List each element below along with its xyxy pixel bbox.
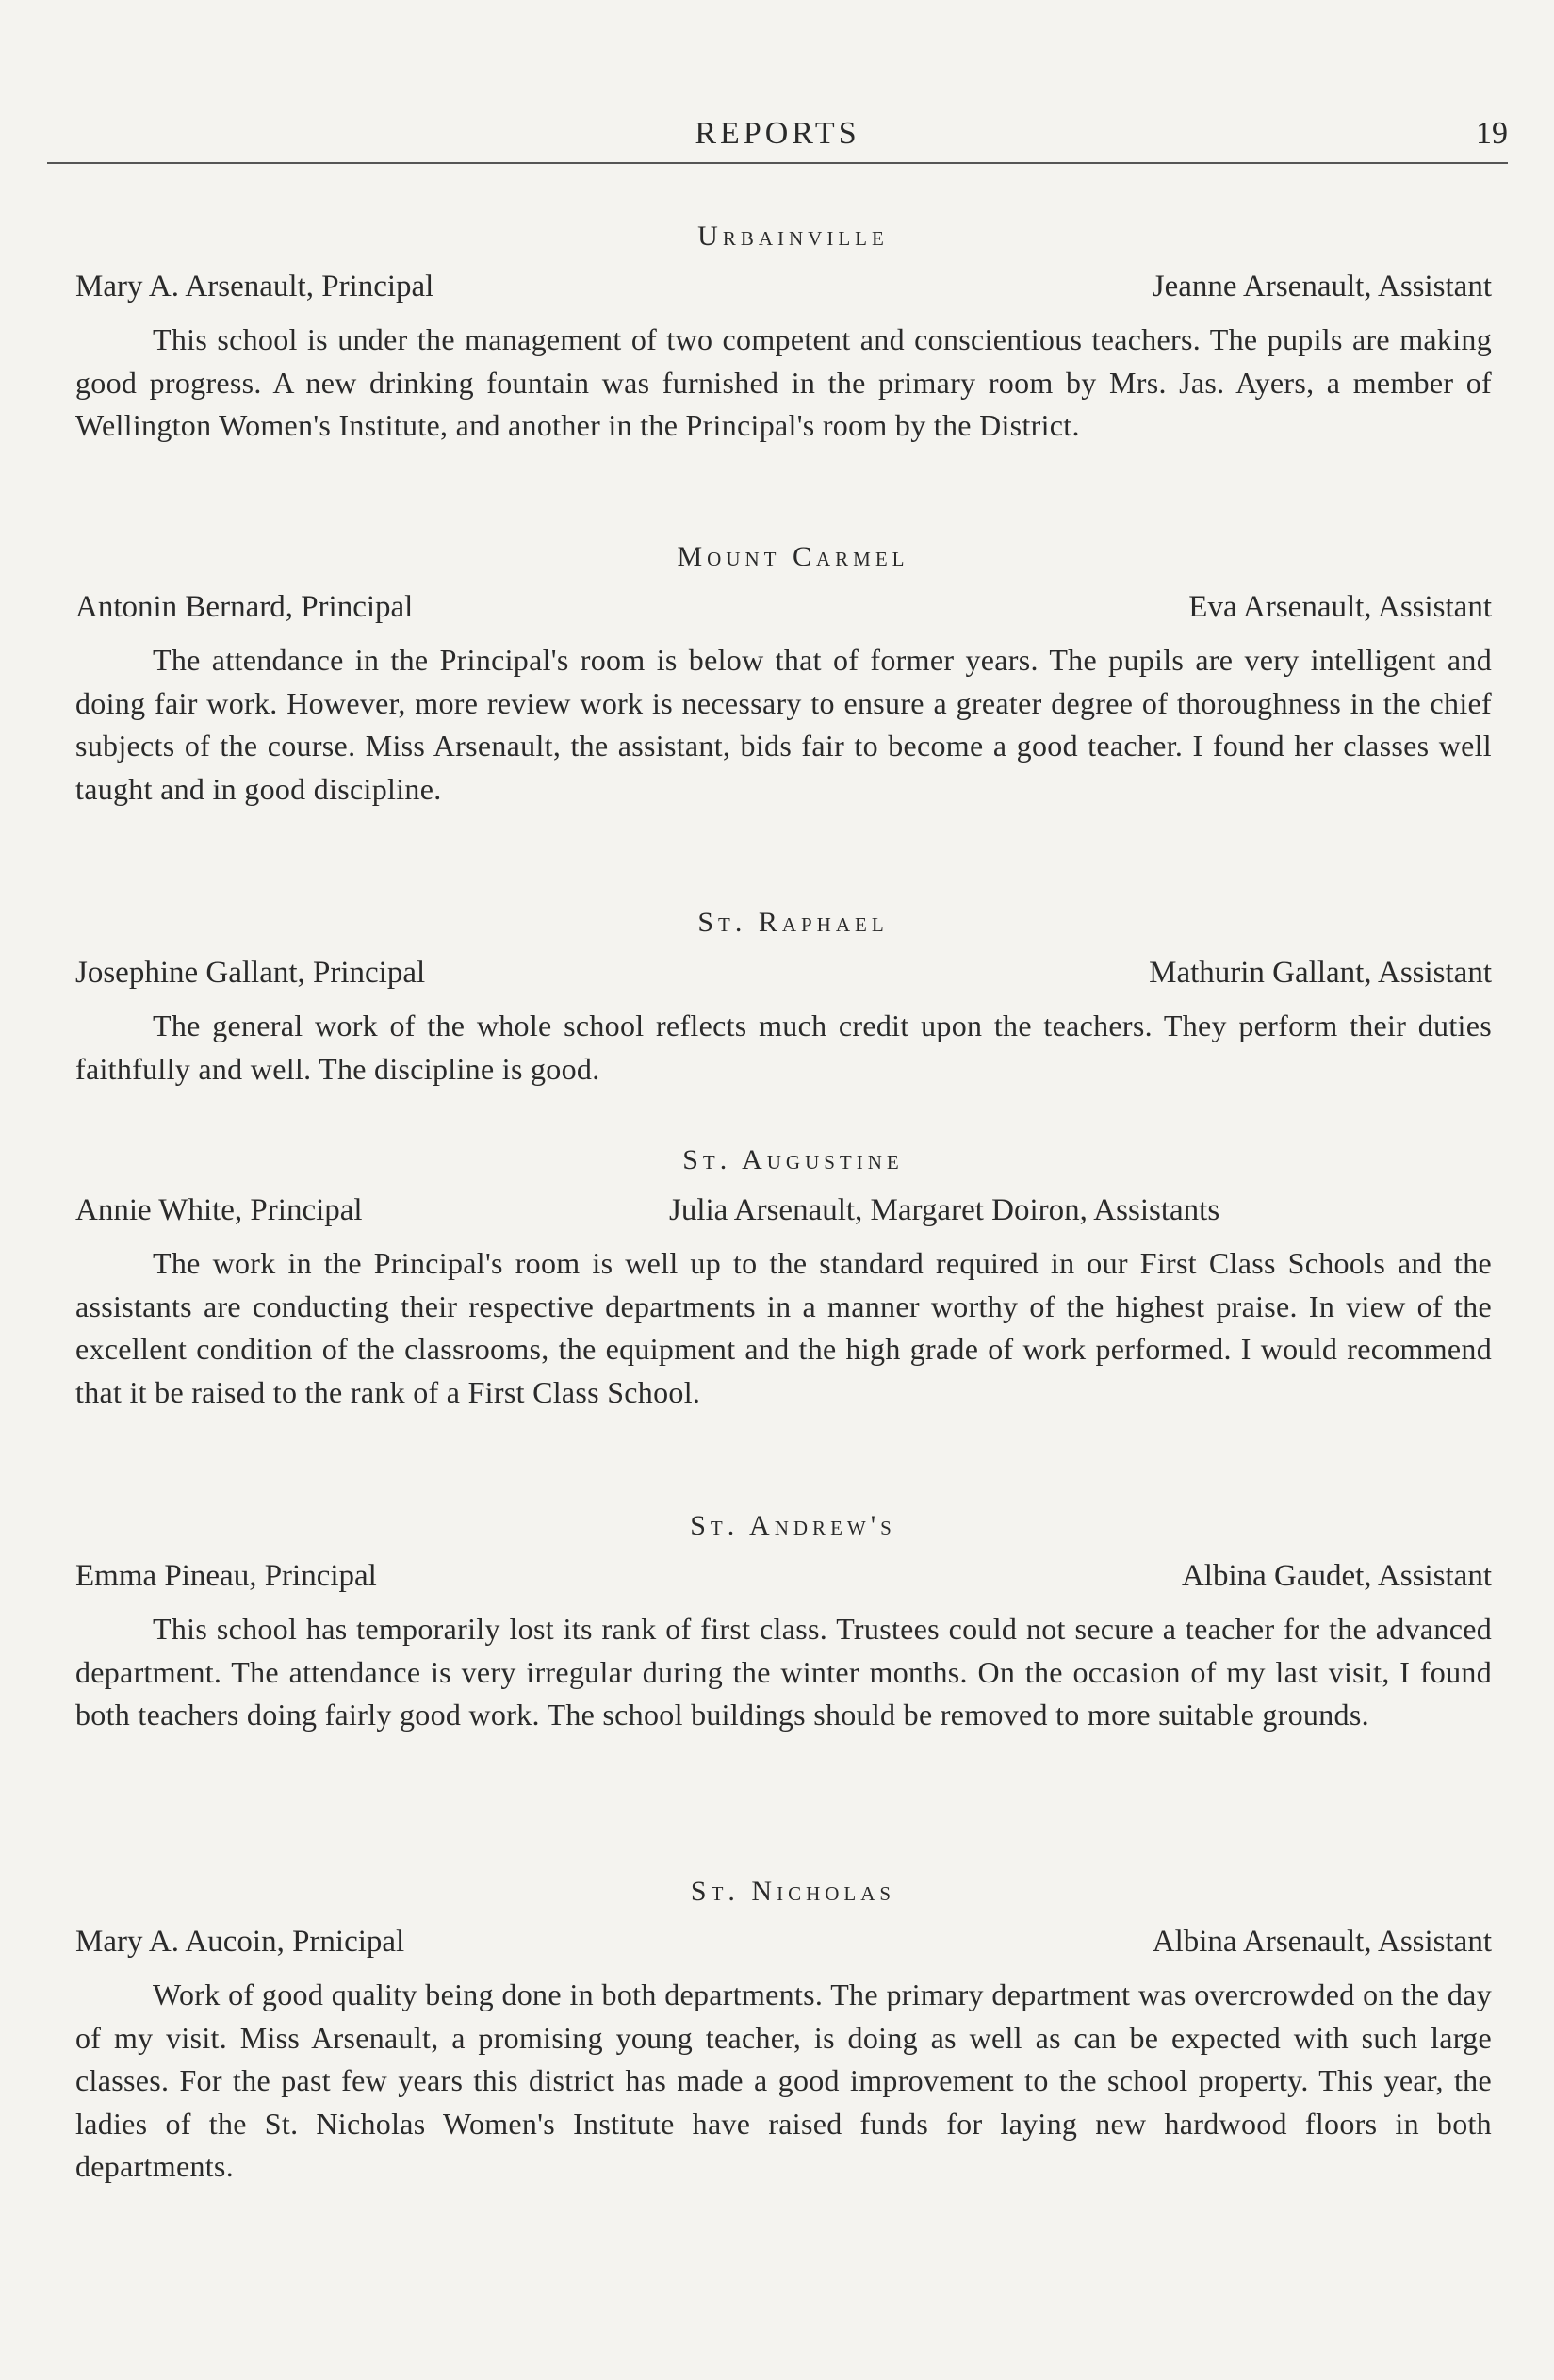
principal-name: Mary A. Aucoin, Prnicipal xyxy=(75,1925,405,1959)
staff-line xyxy=(75,1550,1492,1602)
staff-line xyxy=(75,260,1492,313)
principal-name: Emma Pineau, Principal xyxy=(75,1559,377,1593)
section-heading: St. Nicholas xyxy=(690,1876,896,1907)
assistant-name: Julia Arsenault, Margaret Doiron, Assistants xyxy=(669,1193,1220,1227)
assistant-name: Eva Arsenault, Assistant xyxy=(1188,590,1492,624)
section-heading: St. Raphael xyxy=(697,907,889,938)
header-rule xyxy=(47,162,1508,164)
section-text: This school is under the management of two competent and conscientious teachers. The pupils are making good progress. A new drinking fountain was furnished in the primary room by Mrs. Jas. Ayers, a member of Wellington Women's Institute, and another in the Principal's room by the District. xyxy=(75,322,1492,442)
principal-name: Antonin Bernard, Principal xyxy=(75,590,414,624)
assistant-name: Mathurin Gallant, Assistant xyxy=(1149,956,1492,990)
section-text: The attendance in the Principal's room is below that of former years. The pupils are very intelligent and doing fair work. However, more review work is necessary to ensure a greater degree of thoroughness in the chief subjects of the course. Miss Arsenault, the assistant, bids fair to become a good teacher. I found her classes well taught and in good discipline. xyxy=(75,643,1492,806)
principal-name: Mary A. Arsenault, Principal xyxy=(75,270,434,304)
page-number: 19 xyxy=(1476,116,1508,151)
assistant-name: Albina Gaudet, Assistant xyxy=(1181,1559,1492,1593)
principal-name: Josephine Gallant, Principal xyxy=(75,956,426,990)
staff-line xyxy=(75,581,1492,633)
section-st-nicholas xyxy=(75,1874,1492,2189)
section-heading: St. Andrew's xyxy=(690,1510,896,1541)
assistant-name: Albina Arsenault, Assistant xyxy=(1152,1925,1492,1959)
section-urbainville xyxy=(75,219,1492,448)
section-mount-carmel xyxy=(75,539,1492,811)
staff-line xyxy=(75,946,1492,999)
section-text: This school has temporarily lost its rank of first class. Trustees could not secure a teacher for the advanced department. The attendance is very irregular during the winter months. On the occasion of my last visit, I found both teachers doing fairly good work. The school buildings should be removed to more suitable grounds. xyxy=(75,1612,1492,1732)
section-text: The general work of the whole school reflects much credit upon the teachers. They perform their duties faithfully and well. The discipline is good. xyxy=(75,1009,1492,1086)
section-text: Work of good quality being done in both departments. The primary department was overcrowded on the day of my visit. Miss Arsenault, a promising young teacher, is doing as well as can be expected with such large classes. For the past few years this district has made a good improvement to the school property. This year, the ladies of the St. Nicholas Women's Institute have raised funds for laying new hardwood floors in both departments. xyxy=(75,1978,1492,2183)
assistant-name: Jeanne Arsenault, Assistant xyxy=(1152,270,1492,304)
section-text: The work in the Principal's room is well up to the standard required in our First Class Schools and the assistants are conducting their respective departments in a manner worthy of the highest praise. In view of the excellent condition of the classrooms, the equipment and the high grade of work performed. I would recommend that it be raised to the rank of a First Class School. xyxy=(75,1246,1492,1409)
section-st-augustine xyxy=(75,1142,1492,1414)
section-heading: Urbainville xyxy=(697,221,889,252)
running-head xyxy=(47,111,1508,168)
section-st-raphael xyxy=(75,905,1492,1091)
staff-line xyxy=(75,1184,1492,1237)
staff-line xyxy=(75,1915,1492,1968)
running-title: REPORTS xyxy=(695,116,860,151)
section-heading: St. Augustine xyxy=(682,1144,904,1175)
section-st-andrews xyxy=(75,1508,1492,1737)
principal-name: Annie White, Principal xyxy=(75,1193,363,1227)
section-heading: Mount Carmel xyxy=(677,541,909,572)
